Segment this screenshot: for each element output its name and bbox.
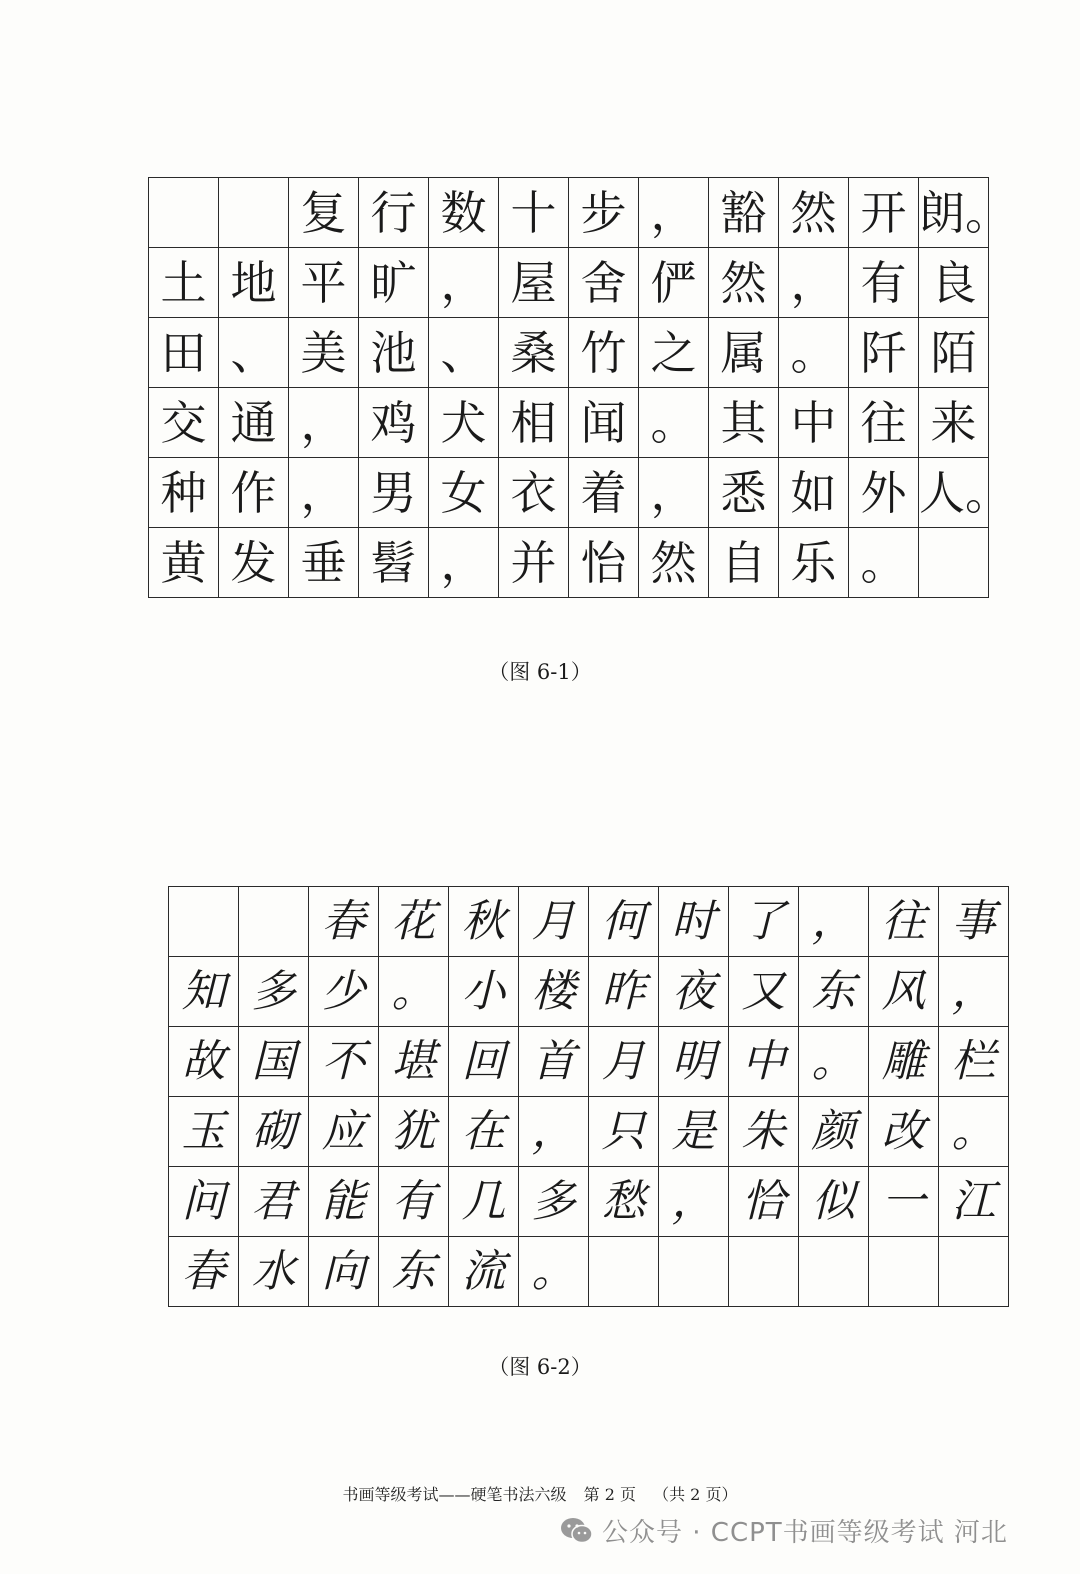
grid-cell: 种: [149, 458, 219, 528]
grid-cell: 土: [149, 248, 219, 318]
page-footer: [0, 1482, 1080, 1505]
grid-cell: 步: [569, 178, 639, 248]
grid-row: [169, 1097, 1009, 1167]
grid-cell: ，: [799, 887, 869, 957]
grid-row: [149, 388, 989, 458]
grid-cell: 只: [589, 1097, 659, 1167]
grid-cell: 国: [239, 1027, 309, 1097]
grid-cell: 往: [849, 388, 919, 458]
grid-cell: 知: [169, 957, 239, 1027]
grid-cell: [939, 1237, 1009, 1307]
grid-cell: 颜: [799, 1097, 869, 1167]
grid-cell: 秋: [449, 887, 519, 957]
grid-row: [149, 458, 989, 528]
grid-cell: 属: [709, 318, 779, 388]
grid-cell: 江: [939, 1167, 1009, 1237]
grid-row: [169, 1167, 1009, 1237]
grid-cell: ，: [519, 1097, 589, 1167]
grid-cell: [149, 178, 219, 248]
grid-cell: 往: [869, 887, 939, 957]
grid-cell: ，: [939, 957, 1009, 1027]
grid-cell: 有: [379, 1167, 449, 1237]
grid-cell: 并: [499, 528, 569, 598]
grid-cell: 堪: [379, 1027, 449, 1097]
grid-cell: 了: [729, 887, 799, 957]
grid-cell: 豁: [709, 178, 779, 248]
grid-cell: 玉: [169, 1097, 239, 1167]
page-number: 第 2 页: [583, 1485, 636, 1504]
grid-cell: 女: [429, 458, 499, 528]
grid-cell: 屋: [499, 248, 569, 318]
grid-cell: [169, 887, 239, 957]
grid-cell: 中: [779, 388, 849, 458]
grid-cell: 田: [149, 318, 219, 388]
grid-cell: [729, 1237, 799, 1307]
grid-cell: ，: [639, 178, 709, 248]
grid-cell: 乐: [779, 528, 849, 598]
grid-cell: 。: [939, 1097, 1009, 1167]
grid-cell: 一: [869, 1167, 939, 1237]
grid-cell: [219, 178, 289, 248]
grid-cell: 数: [429, 178, 499, 248]
grid-cell: 来: [919, 388, 989, 458]
grid-cell: 鸡: [359, 388, 429, 458]
grid-cell: 、: [219, 318, 289, 388]
grid-cell: 如: [779, 458, 849, 528]
grid-row: [169, 957, 1009, 1027]
figure-caption-6-1: （图 6-1）: [488, 660, 592, 684]
grid-cell: 花: [379, 887, 449, 957]
grid-cell: 十: [499, 178, 569, 248]
grid-cell: 舍: [569, 248, 639, 318]
grid-row: [169, 1237, 1009, 1307]
grid-cell: ，: [639, 458, 709, 528]
grid-cell: 。: [779, 318, 849, 388]
grid-cell: 闻: [569, 388, 639, 458]
grid-cell: 桑: [499, 318, 569, 388]
grid-cell: 。: [849, 528, 919, 598]
practice-grid-6-2: [168, 886, 1009, 1307]
grid-cell: ，: [429, 528, 499, 598]
grid-cell: 良: [919, 248, 989, 318]
grid-cell: 能: [309, 1167, 379, 1237]
grid-cell: 朱: [729, 1097, 799, 1167]
grid-cell: [869, 1237, 939, 1307]
grid-cell: 然: [709, 248, 779, 318]
practice-grid-6-1: [148, 177, 1011, 598]
grid-cell: 有: [849, 248, 919, 318]
grid-cell: 黄: [149, 528, 219, 598]
grid-cell: 春: [309, 887, 379, 957]
grid-cell: 陌: [919, 318, 989, 388]
grid-cell: 首: [519, 1027, 589, 1097]
grid-cell: 。: [519, 1237, 589, 1307]
grid-cell: 朗。: [919, 178, 989, 248]
exam-title: 书画等级考试——硬笔书法六级: [342, 1485, 567, 1504]
grid-cell: [799, 1237, 869, 1307]
grid-cell: 在: [449, 1097, 519, 1167]
grid-cell: 不: [309, 1027, 379, 1097]
grid-cell: 着: [569, 458, 639, 528]
grid-cell: 问: [169, 1167, 239, 1237]
watermark-text: 公众号 · CCPT书画等级考试 河北: [602, 1518, 1008, 1548]
grid-cell: 月: [519, 887, 589, 957]
grid-row: [149, 318, 989, 388]
grid-cell: 交: [149, 388, 219, 458]
grid-cell: 月: [589, 1027, 659, 1097]
grid-cell: 俨: [639, 248, 709, 318]
grid-cell: 开: [849, 178, 919, 248]
grid-cell: ，: [429, 248, 499, 318]
grid-cell: 夜: [659, 957, 729, 1027]
grid-cell: 地: [219, 248, 289, 318]
grid-cell: 雕: [869, 1027, 939, 1097]
grid-cell: 时: [659, 887, 729, 957]
grid-cell: 犬: [429, 388, 499, 458]
grid-cell: 恰: [729, 1167, 799, 1237]
grid-cell: 人。: [919, 458, 989, 528]
grid-cell: 故: [169, 1027, 239, 1097]
grid-cell: 多: [519, 1167, 589, 1237]
grid-cell: 楼: [519, 957, 589, 1027]
grid-cell: 男: [359, 458, 429, 528]
grid-row: [149, 178, 989, 248]
grid-cell: 通: [219, 388, 289, 458]
grid-row: [149, 248, 989, 318]
grid-cell: 衣: [499, 458, 569, 528]
grid-cell: [239, 887, 309, 957]
grid-cell: 春: [169, 1237, 239, 1307]
grid-cell: 几: [449, 1167, 519, 1237]
grid-cell: 旷: [359, 248, 429, 318]
grid-row: [169, 1027, 1009, 1097]
grid-cell: 犹: [379, 1097, 449, 1167]
grid-cell: 外: [849, 458, 919, 528]
grid-cell: 似: [799, 1167, 869, 1237]
grid-cell: ，: [289, 458, 359, 528]
grid-cell: 少: [309, 957, 379, 1027]
page-total: （共 2 页）: [653, 1485, 738, 1504]
grid-cell: [659, 1237, 729, 1307]
grid-cell: 是: [659, 1097, 729, 1167]
grid-cell: 事: [939, 887, 1009, 957]
grid-cell: 向: [309, 1237, 379, 1307]
grid-cell: 之: [639, 318, 709, 388]
grid-row: [149, 528, 989, 598]
grid-cell: 相: [499, 388, 569, 458]
grid-cell: 中: [729, 1027, 799, 1097]
grid-cell: 流: [449, 1237, 519, 1307]
grid-cell: ，: [289, 388, 359, 458]
grid-cell: 阡: [849, 318, 919, 388]
grid-cell: 又: [729, 957, 799, 1027]
grid-cell: 作: [219, 458, 289, 528]
grid-cell: 行: [359, 178, 429, 248]
grid-cell: 平: [289, 248, 359, 318]
grid-cell: 何: [589, 887, 659, 957]
grid-cell: 自: [709, 528, 779, 598]
grid-cell: 美: [289, 318, 359, 388]
grid-cell: 垂: [289, 528, 359, 598]
grid-cell: 然: [639, 528, 709, 598]
grid-cell: 君: [239, 1167, 309, 1237]
grid-cell: 、: [429, 318, 499, 388]
grid-cell: 发: [219, 528, 289, 598]
grid-cell: 改: [869, 1097, 939, 1167]
grid-cell: 悉: [709, 458, 779, 528]
grid-cell: 复: [289, 178, 359, 248]
grid-cell: ，: [779, 248, 849, 318]
grid-cell: 风: [869, 957, 939, 1027]
grid-cell: 。: [379, 957, 449, 1027]
grid-cell: 应: [309, 1097, 379, 1167]
grid-row: [169, 887, 1009, 957]
grid-cell: 池: [359, 318, 429, 388]
grid-cell: 水: [239, 1237, 309, 1307]
grid-cell: 砌: [239, 1097, 309, 1167]
grid-cell: 然: [779, 178, 849, 248]
watermark: [560, 1512, 1008, 1549]
grid-cell: 髫: [359, 528, 429, 598]
grid-cell: 昨: [589, 957, 659, 1027]
grid-cell: 其: [709, 388, 779, 458]
grid-cell: 竹: [569, 318, 639, 388]
grid-cell: ，: [659, 1167, 729, 1237]
grid-cell: [589, 1237, 659, 1307]
wechat-icon: [560, 1516, 594, 1546]
grid-cell: [919, 528, 989, 598]
grid-cell: 栏: [939, 1027, 1009, 1097]
grid-cell: 。: [639, 388, 709, 458]
grid-cell: 小: [449, 957, 519, 1027]
grid-cell: 回: [449, 1027, 519, 1097]
grid-cell: 明: [659, 1027, 729, 1097]
grid-cell: 愁: [589, 1167, 659, 1237]
figure-caption-6-2: （图 6-2）: [488, 1355, 592, 1379]
grid-cell: 。: [799, 1027, 869, 1097]
grid-cell: 怡: [569, 528, 639, 598]
grid-cell: 多: [239, 957, 309, 1027]
grid-cell: 东: [379, 1237, 449, 1307]
grid-cell: 东: [799, 957, 869, 1027]
